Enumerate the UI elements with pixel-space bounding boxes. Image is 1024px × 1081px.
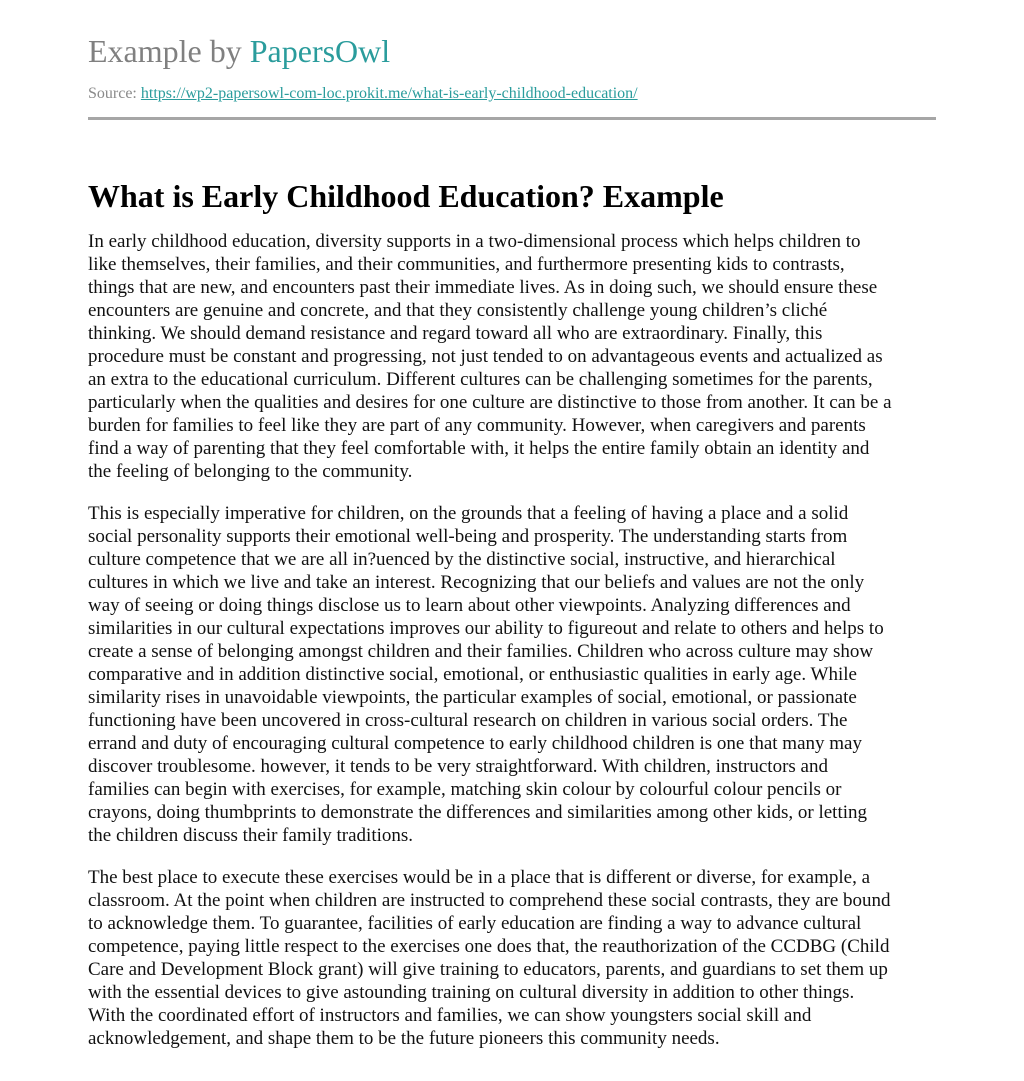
document-page: [88, 0, 936, 1069]
brand-name-link[interactable]: PapersOwl: [249, 33, 391, 69]
article-body: [88, 230, 936, 1050]
article-paragraph-1: In early childhood education, diversity supports in a two-dimensional process which helps children to like themselves, their families, and their communities, and furthermore presenting kids to contrasts, things that are new, and encounters past their immediate lives. As in doing such, we should ensure these encounters are genuine and concrete, and that they consistently challenge young children’s cliché thinking. We should demand resistance and regard toward all who are extraordinary. Finally, this procedure must be constant and progressing, not just tended to on advantageous events and actualized as an extra to the educational curriculum. Different cultures can be challenging sometimes for the parents, particularly when the qualities and desires for one culture are distinctive to those from another. It can be a burden for families to feel like they are part of any community. However, when caregivers and parents find a way of parenting that they feel comfortable with, it helps the entire family obtain an identity and the feeling of belonging to the community.: [88, 231, 892, 482]
article-paragraph-3: The best place to execute these exercises would be in a place that is different or diverse, for example, a classroom. At the point when children are instructed to comprehend these social contrasts, they are bound to acknowledge them. To guarantee, facilities of early education are finding a way to advance cultural competence, paying little respect to the exercises one does that, the reauthorization of the CCDBG (Child Care and Development Block grant) will give training to educators, parents, and guardians to set them up with the essential devices to give astounding training on cultural diversity in addition to other things. With the coordinated effort of instructors and families, we can show youngsters social skill and acknowledgement, and shape them to be the future pioneers this community needs.: [88, 867, 891, 1049]
brand-prefix: Example by: [88, 33, 250, 69]
brand-header: [88, 0, 936, 70]
header-divider: [88, 117, 936, 120]
source-line: [88, 84, 936, 104]
source-label: Source:: [88, 85, 141, 102]
source-link[interactable]: https://wp2-papersowl-com-loc.prokit.me/what-is-early-childhood-education/: [140, 85, 638, 102]
article-paragraph-2: This is especially imperative for children, on the grounds that a feeling of having a place and a solid social personality supports their emotional well-being and prosperity. The understanding starts from culture competence that we are all in?uenced by the distinctive social, instructive, and hierarchical cultures in which we live and take an interest. Recognizing that our beliefs and values are not the only way of seeing or doing things disclose us to learn about other viewpoints. Analyzing differences and similarities in our cultural expectations improves our ability to figureout and relate to others and helps to create a sense of belonging amongst children and their families. Children who across culture may show comparative and in addition distinctive social, emotional, or enthusiastic qualities in early age. While similarity rises in unavoidable viewpoints, the particular examples of social, emotional, or passionate functioning have been uncovered in cross-cultural research on children in various social orders. The errand and duty of encouraging cultural competence to early childhood children is one that many may discover troublesome. however, it tends to be very straightforward. With children, instructors and families can begin with exercises, for example, matching skin colour by colourful colour pencils or crayons, doing thumbprints to demonstrate the differences and similarities among other kids, or letting the children discuss their family traditions.: [88, 503, 884, 846]
article-title: What is Early Childhood Education? Example: [88, 178, 724, 214]
